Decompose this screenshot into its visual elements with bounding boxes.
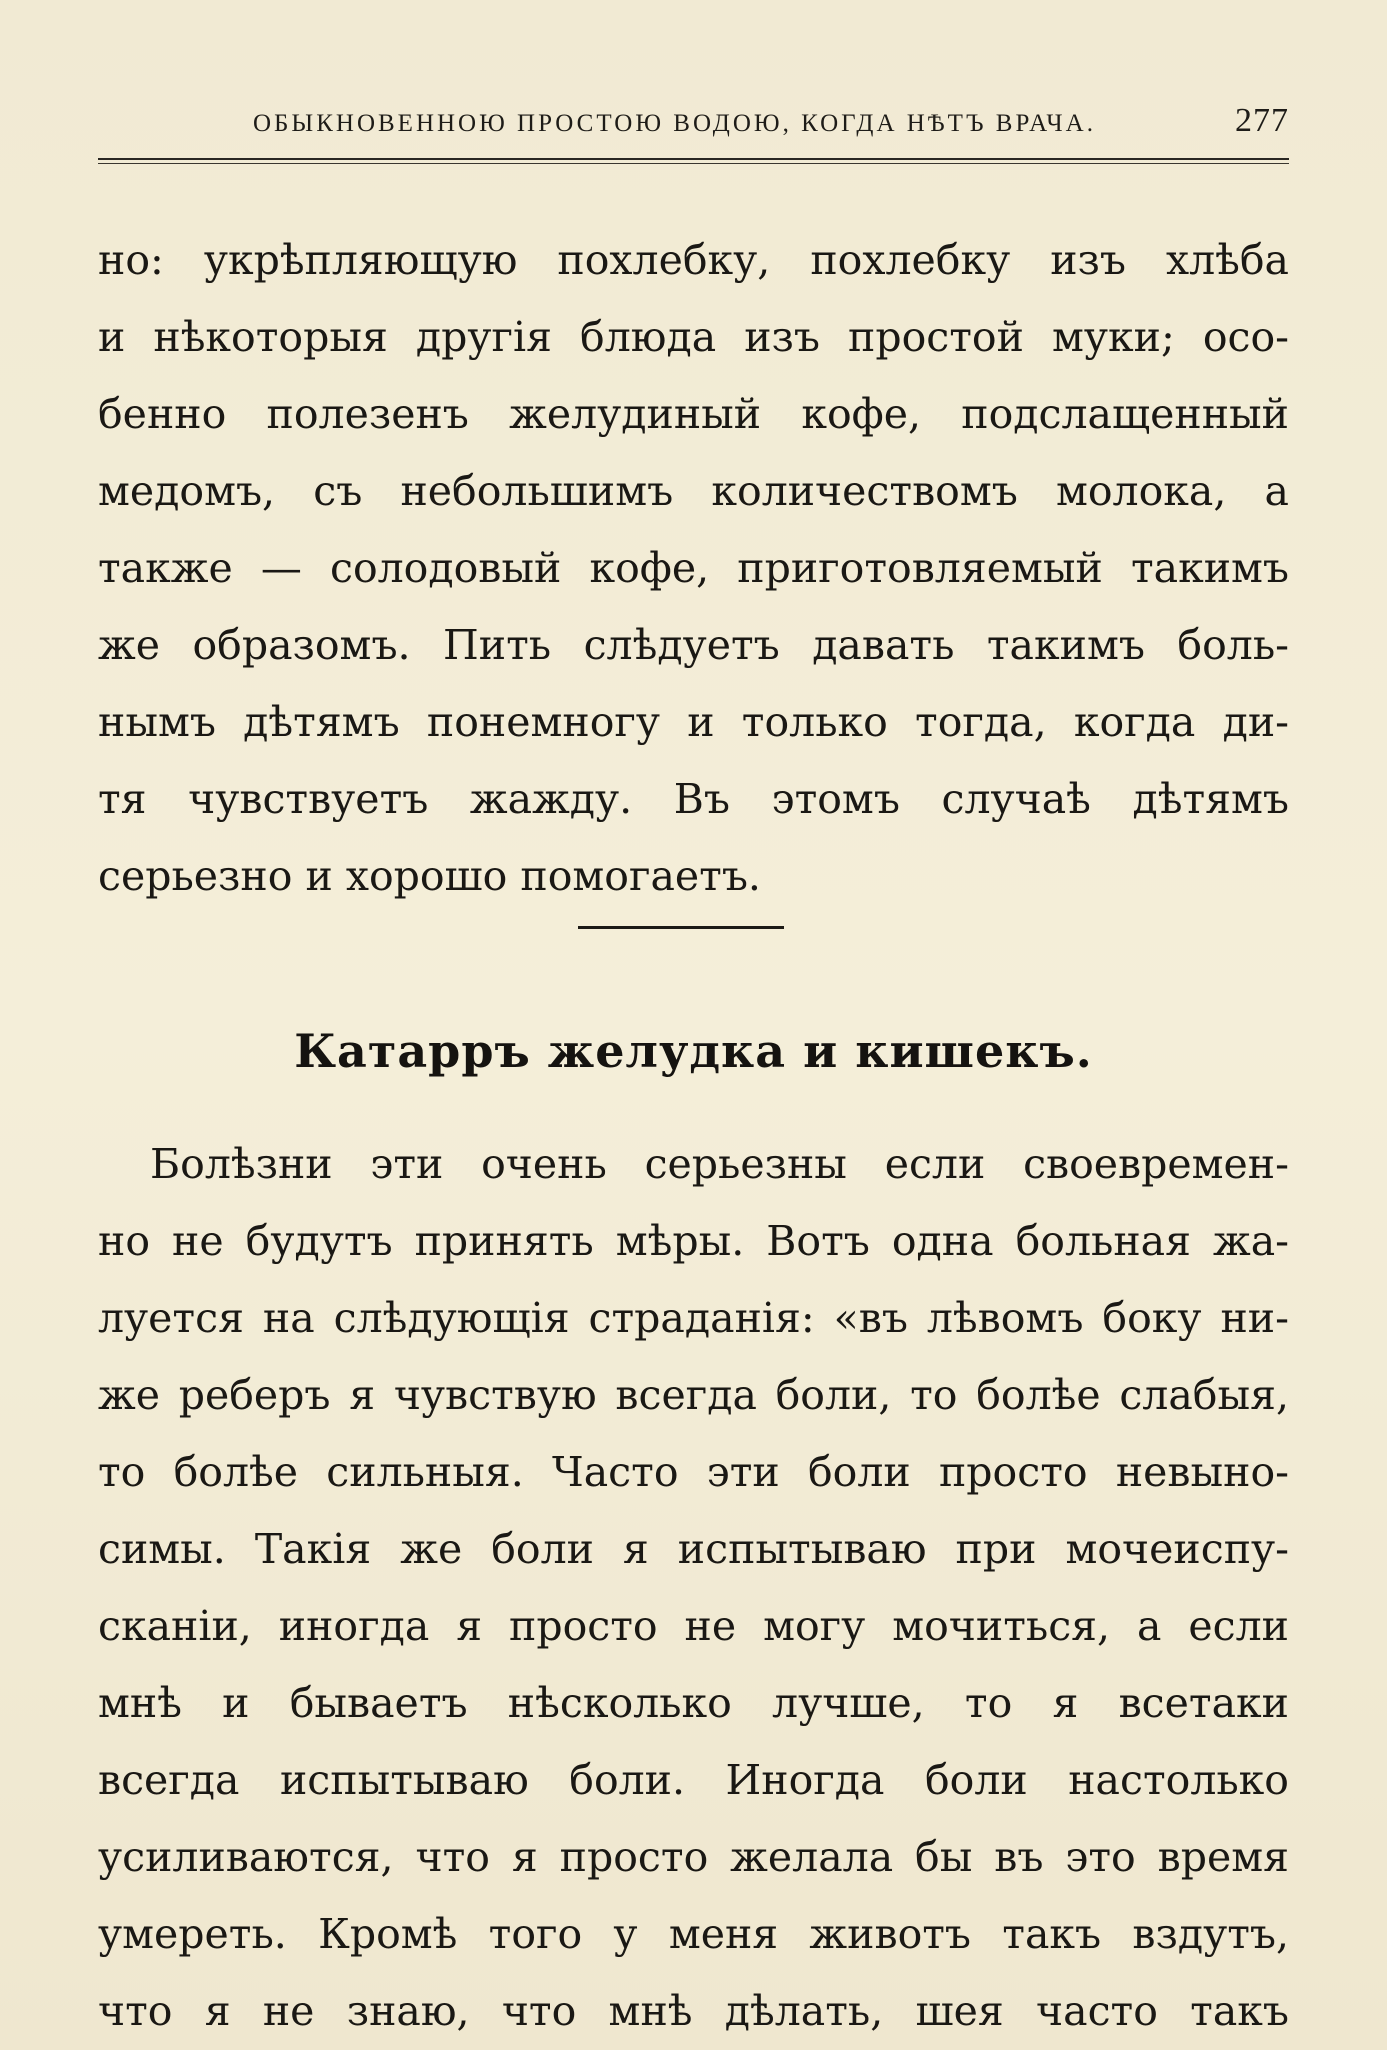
- section-separator: [578, 926, 784, 929]
- text-line: тя чувствуетъ жажду. Въ этомъ случаѣ дѣтямъ: [98, 775, 1289, 823]
- text-line: но: укрѣпляющую похлебку, похлебку изъ хлѣба: [98, 236, 1289, 284]
- header-rule-thin: [98, 163, 1289, 164]
- text-line: Болѣзни эти очень серьезны если своевремен-: [150, 1140, 1289, 1188]
- text-line: симы. Такія же боли я испытываю при мочеиспу-: [98, 1525, 1289, 1573]
- text-line: умереть. Кромѣ того у меня животъ такъ вздутъ,: [98, 1910, 1289, 1958]
- text-line: луется на слѣдующія страданія: «въ лѣвомъ боку ни-: [98, 1294, 1289, 1342]
- text-line: нымъ дѣтямъ понемногу и только тогда, когда ди-: [98, 698, 1289, 746]
- running-head: ОБЫКНОВЕННОЮ ПРОСТОЮ ВОДОЮ, КОГДА НѢТЪ ВРАЧА.: [253, 110, 1096, 137]
- text-line: то болѣе сильныя. Часто эти боли просто невыно-: [98, 1448, 1289, 1496]
- paragraph-1: [98, 222, 1289, 915]
- page-header: [98, 100, 1289, 150]
- text-line: бенно полезенъ желудиный кофе, подслащенный: [98, 390, 1289, 438]
- page-number: 277: [1235, 102, 1289, 139]
- text-line: медомъ, съ небольшимъ количествомъ молока, а: [98, 467, 1289, 515]
- text-line: сканіи, иногда я просто не могу мочиться, а если: [98, 1602, 1289, 1650]
- text-line: всегда испытываю боли. Иногда боли настолько: [98, 1756, 1289, 1804]
- text-line: что я не знаю, что мнѣ дѣлать, шея часто такъ: [98, 1987, 1289, 2035]
- text-line: и нѣкоторыя другія блюда изъ простой муки; осо-: [98, 313, 1289, 361]
- text-line: серьезно и хорошо помогаетъ.: [98, 852, 761, 900]
- paragraph-2: [98, 1126, 1289, 2050]
- text-line: же образомъ. Пить слѣдуетъ давать такимъ боль-: [98, 621, 1289, 669]
- text-line: но не будутъ принять мѣры. Вотъ одна больная жа-: [98, 1217, 1289, 1265]
- text-line: усиливаются, что я просто желала бы въ это время: [98, 1833, 1289, 1881]
- text-line: же реберъ я чувствую всегда боли, то болѣе слабыя,: [98, 1371, 1289, 1419]
- section-title: Катарръ желудка и кишекъ.: [294, 1024, 1093, 1078]
- text-line: также — солодовый кофе, приготовляемый такимъ: [98, 544, 1289, 592]
- text-line: мнѣ и бываетъ нѣсколько лучше, то я всетаки: [98, 1679, 1289, 1727]
- header-rule: [98, 158, 1289, 160]
